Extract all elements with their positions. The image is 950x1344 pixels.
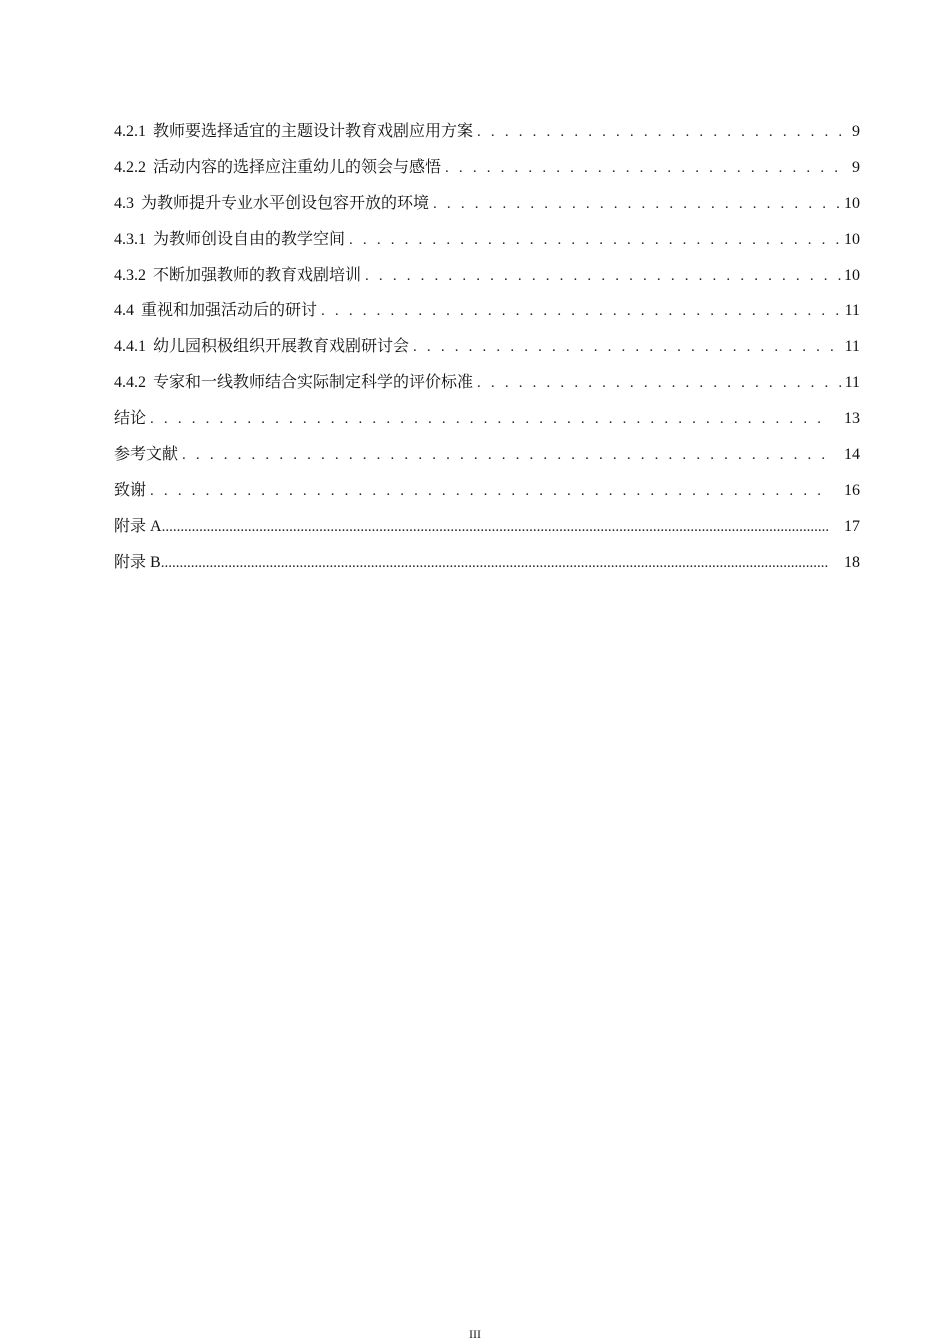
- dot-leader: [477, 118, 848, 146]
- toc-entry-number: 4.4.2: [114, 374, 146, 392]
- toc-entry-title: 活动内容的选择应注重幼儿的领会与感悟: [153, 158, 442, 176]
- dot-leader: [349, 226, 842, 254]
- toc-entry-page: 10: [844, 266, 860, 284]
- toc-entry-4-3-2[interactable]: [114, 262, 860, 298]
- toc-entry-acknowledgements[interactable]: [114, 477, 860, 513]
- dot-leader: [182, 441, 828, 469]
- dot-leader: [162, 513, 828, 541]
- toc-entry-page: 17: [844, 517, 860, 535]
- toc-entry-page: 9: [852, 158, 860, 176]
- toc-entry-page: 18: [844, 553, 860, 571]
- toc-entry-title: 参考文献: [114, 446, 179, 464]
- toc-entry-4-2-2[interactable]: [114, 154, 860, 190]
- toc-entry-conclusion[interactable]: [114, 405, 860, 441]
- toc-entry-page: 13: [844, 410, 860, 428]
- toc-entry-title: 幼儿园积极组织开展教育戏剧研讨会: [153, 338, 410, 356]
- toc-entry-title: 结论: [114, 410, 147, 428]
- dot-leader: [161, 549, 828, 577]
- toc-entry-title: 附录 B: [114, 553, 161, 571]
- toc-entry-appendix-b[interactable]: [114, 549, 860, 585]
- toc-entry-page: 10: [844, 230, 860, 248]
- toc-entry-title: 不断加强教师的教育戏剧培训: [153, 266, 362, 284]
- toc-entry-title: 附录 A: [114, 517, 162, 535]
- toc-entry-4-4[interactable]: [114, 297, 860, 333]
- dot-leader: [445, 154, 848, 182]
- toc-entry-page: 14: [844, 446, 860, 464]
- toc-entry-number: 4.3.2: [114, 266, 146, 284]
- toc-entry-4-2-1[interactable]: [114, 118, 860, 154]
- toc-entry-number: 4.2.2: [114, 158, 146, 176]
- toc-entry-4-3-1[interactable]: [114, 226, 860, 262]
- table-of-contents: [114, 118, 860, 585]
- toc-entry-title: 重视和加强活动后的研讨: [141, 302, 318, 320]
- toc-entry-number: 4.4.1: [114, 338, 146, 356]
- toc-entry-number: 4.4: [114, 302, 134, 320]
- dot-leader: [477, 369, 843, 397]
- toc-entry-4-4-2[interactable]: [114, 369, 860, 405]
- dot-leader: [150, 405, 828, 433]
- toc-entry-4-3[interactable]: [114, 190, 860, 226]
- toc-entry-title: 教师要选择适宜的主题设计教育戏剧应用方案: [153, 123, 474, 140]
- toc-entry-number: 4.2.1: [114, 123, 146, 140]
- toc-entry-number: 4.3.1: [114, 230, 146, 248]
- toc-entry-page: 9: [852, 123, 860, 140]
- dot-leader: [365, 262, 842, 290]
- toc-entry-appendix-a[interactable]: [114, 513, 860, 549]
- toc-entry-references[interactable]: [114, 441, 860, 477]
- toc-entry-title: 为教师提升专业水平创设包容开放的环境: [141, 194, 430, 212]
- toc-entry-page: 11: [844, 374, 860, 392]
- toc-entry-title: 专家和一线教师结合实际制定科学的评价标准: [153, 374, 474, 392]
- page-number-footer: III: [469, 1327, 481, 1341]
- toc-entry-number: 4.3: [114, 194, 134, 212]
- dot-leader: [433, 190, 842, 218]
- dot-leader: [150, 477, 828, 505]
- toc-entry-page: 10: [844, 194, 860, 212]
- toc-entry-page: 16: [844, 481, 860, 499]
- toc-entry-title: 致谢: [114, 481, 147, 499]
- toc-entry-page: 11: [844, 338, 860, 356]
- dot-leader: [413, 333, 843, 361]
- toc-entry-4-4-1[interactable]: [114, 333, 860, 369]
- toc-entry-page: 11: [844, 302, 860, 320]
- dot-leader: [321, 297, 843, 325]
- toc-entry-title: 为教师创设自由的教学空间: [153, 230, 346, 248]
